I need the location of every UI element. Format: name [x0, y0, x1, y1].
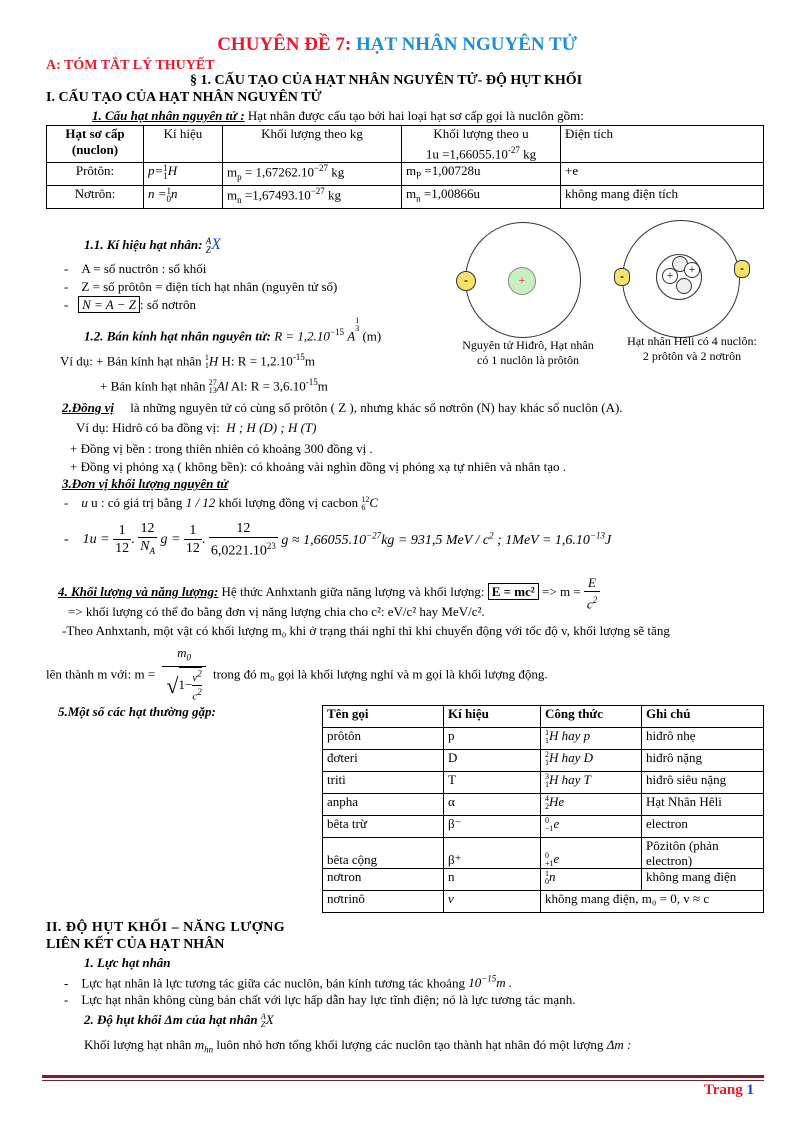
th-symbol: Kí hiệu [144, 126, 223, 163]
hydrogen-proton: + [508, 267, 536, 295]
helium-electron-2: - [734, 260, 750, 278]
s11-bullet-1: - A = số nuctrôn : số khối [64, 261, 207, 276]
energy-line-3: -Theo Anhxtanh, một vật có khối lượng m₀ khi ở trạng thái nghỉ thì khi chuyển động với tốc độ v, khối lượng sẽ tăng [62, 623, 670, 638]
s12-heading-line: 1.2. Bán kính hạt nhân nguyên tử: $R = 1,2.10^{-15}$ A1 3 (m) [84, 316, 382, 344]
table-row: đơteri D 2 1H hay D hiđrô nặng [323, 750, 764, 772]
section-1: § 1. CẤU TẠO CỦA HẠT NHÂN NGUYÊN TỬ- ĐỘ HỤT KHỐI [190, 73, 583, 88]
nuclear-force-bullet-1: - Lực hạt nhân là lực tương tác giữa các nuclôn, bán kính tương tác khoảng $10^{-15}m$ . [64, 974, 513, 991]
part-I-heading: I. CẤU TẠO CỦA HẠT NHÂN NGUYÊN TỬ [46, 90, 322, 105]
table-row: nơtron n 1 0n không mang điện [323, 869, 764, 891]
particles-table [322, 705, 764, 913]
unit-formula: - $1u = \frac{1}{12}$. $\frac{12}{N_A}$ $g = \frac{1}{12}$. $\frac{12}{6,0221.10^{23}}$ $g \approx 1,66055.10^{-27}kg = 931,5$ MeV / $c^2$ ; $1MeV = 1,6.10^{-13}J$ [64, 521, 612, 559]
footer-rule-thick [42, 1075, 764, 1078]
s12-example-1: Ví dụ: + Bán kính hạt nhân 1 1H H: $R = 1,2.10^{-15}m$ [60, 352, 315, 371]
helium-proton-2: + [662, 268, 678, 284]
table-row: prôtôn p 1 1H hay p hiđrô nhẹ [323, 728, 764, 750]
energy-line-4: lên thành m với: $m = m_0$ $√1-\frac{v^2}{c^2}$ trong đó m₀ gọi là khối lượng nghỉ và m gọi là khối lượng động. [46, 645, 548, 703]
table-row: Prôtôn: p=1 1H $m_p = 1,67262.10^{-27}$ kg $m_P =1,00728u$ +e [47, 163, 764, 186]
s11-bullet-2: - Z = số prôtôn = điện tích hạt nhân (nguyên tử số) [64, 279, 338, 294]
table-row: Nơtrôn: n =1 0n $m_n =1,67493.10^{-27}$ kg $m_n =1,00866u$ không mang điện tích [47, 186, 764, 209]
page-title [0, 34, 794, 56]
unit-heading: 3.Đơn vị khối lượng nguyên tử [62, 476, 229, 491]
helium-proton-1: + [684, 262, 700, 278]
helium-electron-1: - [614, 268, 630, 286]
table-row: bêta cộng β⁺ 0 +1e Pôzitôn (phản electron) [323, 838, 764, 869]
nucleon-table [46, 125, 764, 209]
hydrogen-caption: Nguyên tử Hiđrô, Hạt nhân có 1 nuclôn là prôtôn [462, 338, 594, 367]
th-charge: Điện tích [561, 126, 764, 163]
particles-header-row: Tên gọi Kí hiệu Công thức Ghi chú [323, 706, 764, 728]
energy-line: 4. Khối lượng và năng lượng: Hệ thức Anhxtanh giữa năng lượng và khối lượng: $E = mc^2 => m = \frac{E}{c^2}$ [58, 574, 600, 612]
th-mass-u: Khối lượng theo u $1u =1,66055.10^{-27}$ kg [402, 126, 561, 163]
table-row: nơtrinô ν không mang điện, m₀ = 0, v ≈ c [323, 891, 764, 913]
structure-line [92, 108, 584, 124]
energy-line-2: => khối lượng có thể đo bằng đơn vị năng lượng chia cho c²: eV/c² hay MeV/c². [68, 604, 485, 619]
mass-defect-heading: 2. Độ hụt khối Δm của hạt nhân A ZX [84, 1012, 274, 1030]
hydrogen-electron: - [456, 271, 476, 291]
title-prefix: CHUYÊN ĐỀ 7: [217, 34, 352, 55]
s11-bullet-3: - N = A − Z : số nơtrôn [64, 297, 197, 312]
footer-rule-thin [42, 1080, 764, 1081]
s11-heading-line: 1.1. Kí hiệu hạt nhân: A ZX [84, 236, 222, 256]
isotope-example: Ví dụ: Hidrô có ba đồng vị: H ; H (D) ; H (T) [76, 420, 317, 435]
table-row: bêta trừ β⁻ 0 −1e electron [323, 816, 764, 838]
nuclear-force-heading: 1. Lực hạt nhân [84, 955, 171, 970]
structure-text: Hạt nhân được cấu tạo bởi hai loại hạt sơ cấp gọi là nuclôn gồm: [247, 108, 584, 123]
th-particle: Hạt sơ cấp (nuclon) [47, 126, 144, 163]
nuclear-force-bullet-2: - Lực hạt nhân không cùng bản chất với lực hấp dẫn hay lực tĩnh điện; nó là lực tương tác mạnh. [64, 992, 576, 1007]
isotope-stable: + Đồng vị bền : trong thiên nhiên có khoảng 300 đồng vị . [70, 441, 373, 456]
helium-neutron-2 [676, 278, 692, 294]
table-row: triti T 3 1H hay T hiđrô siêu nặng [323, 772, 764, 794]
section-a: A: TÓM TẮT LÝ THUYẾT [46, 58, 215, 73]
isotope-line: 2.Đồng vị là những nguyên tử có cùng số prôtôn ( Z ), nhưng khác số nơtrôn (N) hay khác số nuclôn (A). [62, 400, 623, 415]
part-II-heading-2: LIÊN KẾT CỦA HẠT NHÂN [46, 937, 225, 952]
s12-example-2: + Bán kính hạt nhân 27 13Al Al: $R = 3,6.10^{-15}m$ [100, 377, 328, 396]
isotope-radio: + Đồng vị phóng xạ ( không bền): có khoảng vài nghìn đồng vị phóng xạ tự nhiên và nhân tạo . [70, 459, 567, 474]
title-main: HẠT NHÂN NGUYÊN TỬ [356, 34, 577, 55]
helium-caption: Hạt nhân Hêli có 4 nuclôn: 2 prôtôn và 2 nơtrôn [627, 334, 757, 363]
unit-bullet-1: - u u : có giá trị bằng 1 / 12 khối lượng đồng vị cacbon 12 6 C [64, 495, 379, 513]
particles-heading: 5.Một số các hạt thường gặp: [58, 704, 216, 719]
mass-defect-text: Khối lượng hạt nhân $m_{hn}$ luôn nhỏ hơn tổng khối lượng các nuclôn tạo thành hạt nhân đó một lượng Δm : [84, 1037, 632, 1055]
page-number: Trang 1 [703, 1082, 754, 1098]
table-row: anpha α 4 2He Hạt Nhân Hêli [323, 794, 764, 816]
part-II-heading-1: II. ĐỘ HỤT KHỐI – NĂNG LƯỢNG [46, 920, 286, 935]
th-mass-kg: Khối lượng theo kg [223, 126, 402, 163]
structure-heading: 1. Cấu hạt nhân nguyên tử : [92, 108, 245, 123]
